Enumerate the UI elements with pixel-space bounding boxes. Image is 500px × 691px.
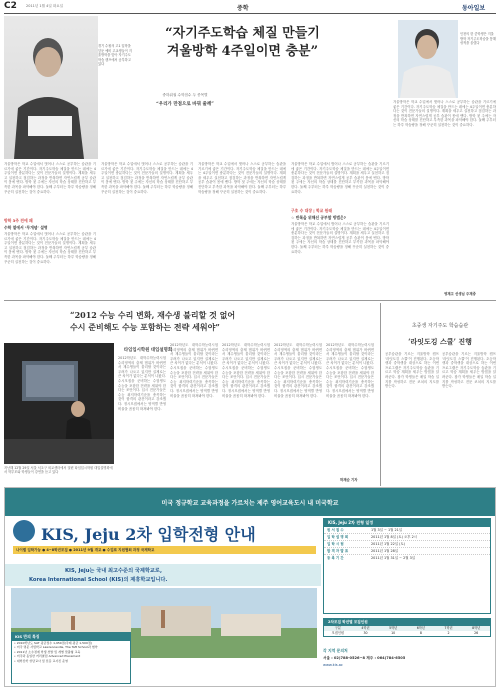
ad-quota-title: 2차모집 학년별 모집인원 [324, 619, 490, 626]
schedule-row [324, 534, 490, 541]
section-title: 중학 [237, 5, 249, 12]
quota-header-cell: 6학년 [416, 626, 425, 630]
quota-value-cell: 2 [447, 631, 450, 635]
article1-subhead-b: 수학 열에서 ‘무개념’ 설명 [4, 225, 48, 230]
ad-intro-line-2: Korea International School (KIS)의 제휴학교입니다. [29, 577, 168, 583]
quota-header-cell: 8학년 [472, 626, 481, 630]
ad-logo-mark [13, 520, 35, 542]
ad-schedule-panel [323, 518, 491, 614]
schedule-row-value: 2011년 1월 8일 (토) 오후 2시 [371, 535, 418, 539]
schedule-row-value: 1월 3일 ~ 1월 21일 [371, 528, 403, 532]
quota-value-cell: 10 [391, 631, 396, 635]
section-divider-1 [4, 300, 496, 301]
article1-text-col-5: 겨울방학은 학교 수업에서 벗어나 스스로 공부하는 습관을 기르기에 좋은 기간이다. 자기주도학습 체질을 만드는 데에는 4주일이면 충분하다는 것이 전문가들의 설명이다. 계획을 세우고 실천하고 점검하는 과정을 반복하면 자연스럽게 공부 습관이 몸에 밴다. 방학 첫 주에는 자신의 학습 상태를 진단하고 부족한 과목을 파악해야 한다. 둘째 주부터는 하루 학습량을 정해 꾸준히 실천하는 것이 중요하다. [393, 100, 496, 127]
ad-contact-line: 서울 : 02)788-0526~8 제주 : 064)784-6505 [323, 656, 406, 660]
headline-line-1: “자기주도학습 체질 만들기 [165, 26, 320, 41]
quota-value-cell: 8 [419, 631, 422, 635]
schedule-row [324, 548, 490, 555]
schedule-row-value: 2011년 1월 28일 [371, 549, 399, 553]
schedule-row [324, 527, 490, 534]
seminar-photo-caption: 지난해 12월 29일 서울 서초구 외교센터에서 열린 타임입시학원 대입설명회에서 학부모와 학생들이 강연을 듣고 있다 [4, 466, 113, 475]
article1-subhead-c: 구호 수 대장 | 학교 원래 [291, 208, 333, 213]
article1-text-col-1b: 겨울방학은 학교 수업에서 벗어나 스스로 공부하는 습관을 기르기에 좋은 기간이다. 자기주도학습 체질을 만드는 데에는 4주일이면 충분하다는 것이 전문가들의 설명이다. 계획을 세우고 실천하고 점검하는 과정을 반복하면 자연스럽게 공부 습관이 몸에 밴다. 방학 첫 주에는 자신의 학습 상태를 진단하고 부족한 과목을 파악해야 한다. 둘째 주부터는 하루 학습량을 정해 꾸준히 실천하는 것이 중요하다. [4, 232, 96, 264]
student-photo-right [398, 20, 458, 98]
ad-contact [323, 648, 491, 667]
article3-headline [384, 322, 496, 347]
ad-feature-item: • 미국 명문 사립학교 Lawrenceville, The Taft School과 협약 [14, 645, 98, 650]
schedule-row-label: 입 학 시 험 [327, 542, 344, 546]
schedule-row-label: 합 격 자 발 표 [327, 549, 349, 553]
issue-date: 2011년 1월 4일 화요일 [26, 4, 63, 8]
article1-headline [155, 25, 330, 61]
quota-value-cell: 모집인원 [331, 631, 344, 635]
kis-advertisement [4, 487, 496, 687]
article2-text-col-1: 2012학년도 대학수학능력시험 수리영역의 출제 범위가 바뀌면서 재수생들이 불리할 것이라는 우려가 나오고 있지만 실제로는 큰 차이가 없다는 분석이 나왔다. 수시모집을 준비하는 수험생도 수능을 포함한 전략을 세워야 한다는 조언이다. 입시 전문가들은 수능 최저학력기준을 충족하는 것이 합격의 관건이라고 강조했다. 정시모집에서는 영역별 반영 비율을 꼼꼼히 따져봐야 한다. [118, 356, 166, 411]
article2-author: 하재순 기자 [340, 478, 358, 482]
headline-line-2: 겨울방학 4주일이면 충분” [166, 44, 319, 59]
publisher-logo: 동아일보 [462, 5, 486, 12]
article2-interviewee: 타임입시학원 대입설명회 [123, 348, 173, 353]
ad-quota-table [323, 618, 491, 637]
ad-meta-strip: 나이별 입학가능 ● 4~8학년모집 ● 2011년 9월 개교 ● 수업료 지원협회 과정 국제학교 [13, 546, 316, 554]
sub-headline: “우리가 만점으로 바꿔 줄께” [156, 102, 214, 107]
schedule-row-label: 원 서 접 수 [327, 528, 344, 532]
left-photo-caption: 경기 수원의 고1 입학을 앞둔 예비 고교생들이 겨울방학을 맞아 자기주도학습 캠프에서 공부하고 있다 [98, 44, 132, 67]
schedule-row [324, 555, 490, 561]
ad-features-title: KIS 만의 특징 [12, 633, 130, 641]
schedule-row-label: 입 학 설 명 회 [327, 535, 349, 539]
page-header [0, 0, 500, 13]
article1-text-col-2: 겨울방학은 학교 수업에서 벗어나 스스로 공부하는 습관을 기르기에 좋은 기간이다. 자기주도학습 체질을 만드는 데에는 4주일이면 충분하다는 것이 전문가들의 설명이다. 계획을 세우고 실천하고 점검하는 과정을 반복하면 자연스럽게 공부 습관이 몸에 밴다. 방학 첫 주에는 자신의 학습 상태를 진단하고 부족한 과목을 파악해야 한다. 둘째 주부터는 하루 학습량을 정해 꾸준히 실천하는 것이 중요하다. [101, 162, 193, 194]
student-photo-left [4, 16, 98, 159]
article3-text-col-1: 공부습관을 기르는 겨울방학 캠프 ‘라잇도깅 스쿨’이 진행된다. 초등학생과 중학생을 대상으로 하는 이번 프로그램은 자기주도학습 습관을 기르고 학습 계획을 세우는 방법을 알려준다. 참가 학생들은 매일 학습 일지를 작성하고 전문 코치의 지도를 받는다. [385, 352, 439, 389]
article1-text-col-3: 겨울방학은 학교 수업에서 벗어나 스스로 공부하는 습관을 기르기에 좋은 기간이다. 자기주도학습 체질을 만드는 데에는 4주일이면 충분하다는 것이 전문가들의 설명이다. 계획을 세우고 실천하고 점검하는 과정을 반복하면 자연스럽게 공부 습관이 몸에 밴다. 방학 첫 주에는 자신의 학습 상태를 진단하고 부족한 과목을 파악해야 한다. 둘째 주부터는 하루 학습량을 정해 꾸준히 실천하는 것이 중요하다. [198, 162, 286, 194]
quota-header-cell: 구분 [334, 626, 341, 630]
sub-headline-block [140, 93, 230, 107]
ad-url-link[interactable]: www.kis.ac [323, 663, 343, 667]
ad-features-box [11, 632, 131, 684]
ad-contact-title: 각 지역 문의처 [323, 648, 348, 653]
schedule-row-label: 등 록 기 간 [327, 556, 344, 560]
page-code: C2 [4, 1, 17, 11]
article3-text-col-2: 공부습관을 기르는 겨울방학 캠프 ‘라잇도깅 스쿨’이 진행된다. 초등학생과 중학생을 대상으로 하는 이번 프로그램은 자기주도학습 습관을 기르고 학습 계획을 세우는 방법을 알려준다. 참가 학생들은 매일 학습 일지를 작성하고 전문 코치의 지도를 받는다. [442, 352, 496, 389]
vertical-divider [380, 303, 381, 486]
quota-header-cell: 4학년 [361, 626, 370, 630]
quota-value-cell: 30 [363, 631, 368, 635]
article1-text-col-1: 겨울방학은 학교 수업에서 벗어나 스스로 공부하는 습관을 기르기에 좋은 기간이다. 자기주도학습 체질을 만드는 데에는 4주일이면 충분하다는 것이 전문가들의 설명이다. 계획을 세우고 실천하고 점검하는 과정을 반복하면 자연스럽게 공부 습관이 몸에 밴다. 방학 첫 주에는 자신의 학습 상태를 진단하고 부족한 과목을 파악해야 한다. 둘째 주부터는 하루 학습량을 정해 꾸준히 실천하는 것이 중요하다. [4, 162, 96, 194]
article3-subtitle: ‘라잇도깅 스쿨’ 진행 [408, 337, 472, 346]
quota-header-cell: 7학년 [444, 626, 453, 630]
sub-label: 중하위권 수학점수 두 종목별 [162, 93, 208, 97]
ad-feature-item: • 2011년 소수정예 학생 선발 및 개별 맞춤형 교육 [14, 649, 81, 654]
ad-feature-item: • 2010학년도 SAT 평균점수 1,950점(국제 평균 1,500점) [14, 641, 92, 645]
article1-text-col-4: 겨울방학은 학교 수업에서 벗어나 스스로 공부하는 습관을 기르기에 좋은 기간이다. 자기주도학습 체질을 만드는 데에는 4주일이면 충분하다는 것이 전문가들의 설명이다. 계획을 세우고 실천하고 점검하는 과정을 반복하면 자연스럽게 공부 습관이 몸에 밴다. 방학 첫 주에는 자신의 학습 상태를 진단하고 부족한 과목을 파악해야 한다. 둘째 주부터는 하루 학습량을 정해 꾸준히 실천하는 것이 중요하다. [291, 162, 389, 194]
article1-subhead-a: 방학 3주 전에 왜 [4, 218, 33, 223]
header-rule [4, 13, 496, 14]
ad-feature-item: • 대학진학 상담교사 및 전문 교사진 운영 [14, 658, 68, 663]
ad-feature-item: • 미국과 동일한 커리큘럼 Advanced Placement [14, 654, 81, 659]
article3-title: 초중생 자기주도 학습습관 [411, 323, 469, 329]
article2-text-col-3: 2012학년도 대학수학능력시험 수리영역의 출제 범위가 바뀌면서 재수생들이 불리할 것이라는 우려가 나오고 있지만 실제로는 큰 차이가 없다는 분석이 나왔다. 수시모집을 준비하는 수험생도 수능을 포함한 전략을 세워야 한다는 조언이다. 입시 전문가들은 수능 최저학력기준을 충족하는 것이 합격의 관건이라고 강조했다. 정시모집에서는 영역별 반영 비율을 꼼꼼히 따져봐야 한다. [222, 343, 270, 398]
ad-top-banner: 미국 정규학교 교육과정을 가르치는 제주 영어교육도시 내 미국학교 [161, 500, 339, 507]
article1-subhead-d: ☆ 반복을 위해선 공부할 방법은? [291, 215, 346, 220]
schedule-row-value: 2011년 1월 31일 ~ 2월 3일 [371, 556, 416, 560]
article1-source: 영재고 선생님 주재중 [444, 292, 476, 296]
article1-text-col-4b: 겨울방학은 학교 수업에서 벗어나 스스로 공부하는 습관을 기르기에 좋은 기간이다. 자기주도학습 체질을 만드는 데에는 4주일이면 충분하다는 것이 전문가들의 설명이다. 계획을 세우고 실천하고 점검하는 과정을 반복하면 자연스럽게 공부 습관이 몸에 밴다. 방학 첫 주에는 자신의 학습 상태를 진단하고 부족한 과목을 파악해야 한다. 둘째 주부터는 하루 학습량을 정해 꾸준히 실천하는 것이 중요하다. [291, 222, 389, 254]
article2-headline-line-1: “2012 수능 수리 변화, 재수생 불리할 것 없어 [70, 310, 236, 320]
seminar-photo [4, 343, 114, 464]
quota-value-cell: 26 [474, 631, 479, 635]
right-photo-caption: 인천의 한 중학생은 겨울방학 자기주도학습을 통해 성적을 올렸다 [460, 32, 496, 46]
article2-headline [70, 309, 330, 333]
article2-headline-line-2: 수시 준비해도 수능 포함하는 전략 세워야” [70, 322, 220, 332]
schedule-row-value: 2011년 1월 22일 (토) [371, 542, 406, 546]
article2-text-col-5: 2012학년도 대학수학능력시험 수리영역의 출제 범위가 바뀌면서 재수생들이 불리할 것이라는 우려가 나오고 있지만 실제로는 큰 차이가 없다는 분석이 나왔다. 수시모집을 준비하는 수험생도 수능을 포함한 전략을 세워야 한다는 조언이다. 입시 전문가들은 수능 최저학력기준을 충족하는 것이 합격의 관건이라고 강조했다. 정시모집에서는 영역별 반영 비율을 꼼꼼히 따져봐야 한다. [326, 343, 374, 398]
ad-intro-line-1: KIS, Jeju는 국내 최고수준의 국제학교로, [65, 568, 162, 574]
ad-schedule-title: KIS, Jeju 2차 전형 일정 [324, 519, 490, 527]
article2-text-col-2: 2012학년도 대학수학능력시험 수리영역의 출제 범위가 바뀌면서 재수생들이 불리할 것이라는 우려가 나오고 있지만 실제로는 큰 차이가 없다는 분석이 나왔다. 수시모집을 준비하는 수험생도 수능을 포함한 전략을 세워야 한다는 조언이다. 입시 전문가들은 수능 최저학력기준을 충족하는 것이 합격의 관건이라고 강조했다. 정시모집에서는 영역별 반영 비율을 꼼꼼히 따져봐야 한다. [170, 343, 218, 398]
quota-header-cell: 5학년 [389, 626, 398, 630]
quota-value-row [324, 631, 490, 636]
ad-title: KIS, Jeju 2차 입학전형 안내 [41, 525, 256, 544]
article2-text-col-4: 2012학년도 대학수학능력시험 수리영역의 출제 범위가 바뀌면서 재수생들이 불리할 것이라는 우려가 나오고 있지만 실제로는 큰 차이가 없다는 분석이 나왔다. 수시모집을 준비하는 수험생도 수능을 포함한 전략을 세워야 한다는 조언이다. 입시 전문가들은 수능 최저학력기준을 충족하는 것이 합격의 관건이라고 강조했다. 정시모집에서는 영역별 반영 비율을 꼼꼼히 따져봐야 한다. [274, 343, 322, 398]
schedule-row [324, 541, 490, 548]
